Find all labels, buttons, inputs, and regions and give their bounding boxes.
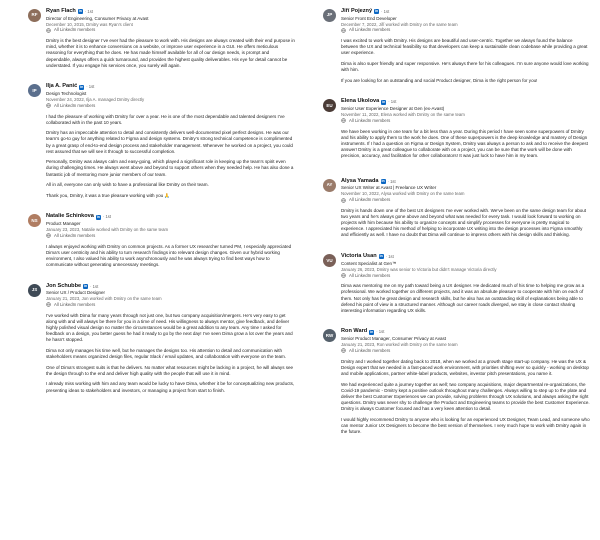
name-row	[46, 8, 295, 16]
spacer	[323, 164, 590, 178]
relationship-meta: December 10, 2015, Dmitry was Ryan’s client	[46, 21, 133, 27]
recommender-name[interactable]: Jon Schubbe	[46, 282, 82, 289]
avatar[interactable]: RF	[28, 9, 41, 22]
globe-icon	[341, 348, 346, 353]
recommendation-text: Dima was mentoring me on my path toward being a UX designer. He dedicated much of his time to helping me grow as a professional. We worked together on different projects, and it was an absolute pleasure to cooperate with him on each of them. Not only has he great design and research skills, but he also has an outstanding skill of explanations being able to defend his point of view in a structured manner. Although our career roads diverged, we stay in close contact sharing interesting information regarding UX skills.	[341, 283, 585, 313]
recommendation-text: Dmitry has an impeccable attention to detail and consistently delivers well-documented pixel perfect designs. He was our team’s go-to guy for anything related to Figma and design systems. Dmitry’s strong technical competence is complimented by a great grasp of end-to-end design process and stakeholder management. Whenever he worked on a project, you could rest assured that we will see it through to successful completion.	[46, 130, 293, 154]
avatar[interactable]: EU	[323, 99, 336, 112]
recommendation-text: Thank you, Dmitry, it was a true pleasure working with you 🙏	[46, 192, 171, 198]
recommendation-elena-ukolova	[323, 98, 590, 163]
relationship-meta: January 23, 2023, Natalie worked with Dmitry on the same team	[46, 227, 169, 233]
recommender-name[interactable]: Jiří Pojezný	[341, 8, 373, 14]
name-row	[341, 8, 590, 16]
linkedin-badge-icon	[379, 254, 384, 259]
spacer	[323, 243, 590, 253]
recommender-role: Content Specialist at Gen™	[341, 260, 397, 266]
recommendation-jon-schubbe	[28, 283, 295, 399]
avatar[interactable]: JP	[323, 9, 336, 22]
globe-icon	[341, 118, 346, 123]
recommendation-text: Personally, Dmitry was always calm and easy-going, which played a significant role in keeping up the team’s spirit even during challenging times. He always went above and beyond to support others when they needed help. He has also done a fantastic job of mentoring more junior members of our team.	[46, 159, 294, 177]
relationship-meta: January 21, 2023, Jon worked with Dmitry on the same team	[46, 296, 162, 302]
recommendation-text: Dima is also super friendly and super responsive. He’s always there for his colleagues. I’m sure anyone would love working with him.	[341, 61, 589, 73]
recommendation-ilja-a-panic	[28, 83, 295, 203]
recommender-role: Senior Front End Developer	[341, 15, 397, 21]
recommendation-natalie-schinkova	[28, 213, 295, 272]
linkedin-icon: in	[84, 283, 88, 288]
recommendation-text: Dmitry is hands down one of the best UX designers I’ve ever worked with. We’ve been on the same design team for about two years and he’s always gone above and beyond what was needed for every task. I would look forward to working on projects with him because his ability to organize concepts and simplify processes for everyone is pretty magical to experience. I appreciated his method of helping to incorporate UX writing into the design processes into Figma smoothly and efficiently as well. I have no doubt that Dima will continue to impress others with his design skills and thinking.	[341, 207, 587, 238]
recommendation-alysa-yamada	[323, 178, 590, 243]
linkedin-badge-icon	[78, 9, 83, 14]
recommender-name[interactable]: Victoria Usan	[341, 253, 377, 260]
recommender-name[interactable]: Elena Ukolova	[341, 98, 380, 105]
connection-degree: · 1st	[86, 84, 95, 90]
avatar[interactable]: IP	[28, 84, 41, 97]
linkedin-icon: in	[78, 9, 82, 14]
relationship-meta: January 21, 2023, Ron worked with Dmitry on the same team	[341, 342, 458, 348]
spacer	[323, 318, 590, 328]
recommendation-text: I’ve worked with Dima for many years through not just one, but two company acquisition/mergers. He’s very easy to get along with and will always be there for you in a time of need. His willingness to always mentor, give feedback, and deliver highly polished visual design no matter the circumstances would be a great addition to any team. Any time I asked for feedback on a design, you better guess he had it ready to go by the next day! I’ve seen Dima grow a lot over the years and he hasn’t stopped.	[46, 312, 293, 343]
avatar[interactable]: JS	[28, 284, 41, 297]
connection-degree: · 1st	[385, 254, 394, 260]
linkedin-icon: in	[382, 99, 386, 104]
avatar[interactable]: RW	[323, 329, 336, 342]
recommendation-text: We had experienced quite a journey together as well; two company acquisitions, major departmental re-organizations, the Covid-19 pandemic - Dmitry kept a positive outlook throughout many challenges. Always willing to step up to the plate and deliver the best Customer Experiences we can provide, solving problems through UX solutions, and always asking the right questions. Dmitry was never shy to challenge the Product and Engineering teams to provide the best Customer Experience. Dmitry is always Customer focused and has a very keen attention to detail.	[341, 381, 590, 412]
visibility-label: All LinkedIn members	[349, 117, 391, 123]
recommender-role: Senior Product Manager, Consumer Privacy at Avast	[341, 335, 446, 341]
name-row	[46, 213, 295, 221]
visibility-label: All LinkedIn members	[349, 347, 391, 353]
linkedin-icon: in	[375, 9, 379, 14]
linkedin-badge-icon	[79, 85, 84, 90]
name-row	[341, 253, 590, 261]
recommender-role: Director of Engineering, Consumer Privacy at Avast	[46, 15, 149, 21]
visibility-row	[46, 103, 295, 109]
right-column	[323, 8, 590, 540]
recommender-name[interactable]: Natalie Schinkova	[46, 213, 94, 220]
visibility-label: All LinkedIn members	[54, 302, 96, 308]
spacer	[28, 73, 295, 83]
connection-degree: · 1st	[388, 99, 397, 105]
globe-icon	[46, 103, 51, 108]
linkedin-badge-icon	[381, 179, 386, 184]
visibility-row	[46, 302, 295, 308]
name-row	[46, 283, 295, 291]
recommendation-ron-ward	[323, 328, 590, 439]
name-row	[341, 328, 590, 336]
recommendation-victoria-usan	[323, 253, 590, 318]
visibility-label: All LinkedIn members	[349, 272, 391, 278]
connection-degree: · 1st	[102, 214, 112, 220]
recommendation-text: We have been working in one team for a bit less than a year. During this period I have seen some superpowers of Dmitry and his ability to apply them to the work he does. One of these superpowers is the deep knowledge and mastery of Design instruments. If I had a question on Figma or Design System, Dmitry was always a person to ask and to receive the deepest answer! Dmitry is a great colleague to collaborate with on a project, you can be sure that the work will be done with precision, accuracy, and facilitation for other collaborators! It was just luck to have him in my team.	[341, 128, 588, 159]
recommendation-text: I was excited to work with Dmitry. His designs are beautiful and user-centric. Together we always found the balance between the UX and technical feasibility so that developers can keep a sustainable clean codebase while providing a great user experience.	[341, 38, 588, 56]
globe-icon	[341, 28, 346, 33]
avatar[interactable]: VU	[323, 254, 336, 267]
linkedin-badge-icon	[83, 284, 88, 289]
avatar[interactable]: AY	[323, 179, 336, 192]
name-row	[46, 83, 295, 91]
recommendation-text: Dima not only manages his time well, but he manages the designs too. His attention to detail and communication with stakeholders means organized design files, regular Slack / email updates, and collaboration with everyone on the team.	[46, 347, 287, 360]
linkedin-icon: in	[96, 214, 100, 219]
avatar[interactable]: NS	[28, 214, 41, 227]
visibility-row	[341, 348, 590, 354]
globe-icon	[341, 198, 346, 203]
recommender-name[interactable]: Ilja A. Panić	[46, 83, 78, 90]
recommendation-text: Dmitry is the best designer I’ve ever had the pleasure to work with. His designs are always created with their end purpose in mind, whether it is to enhance conversions on a website, or improve user experience in a GUI. He offers meticulous reasoning for everything that he does. He has made himself available for all of our design needs, is prompt and dependable, always offers a quick turnaround, and provides the highest quality deliverables. His eye for detail cannot be understated. If you engage his services once, you surely will again.	[46, 38, 295, 68]
recommender-role: Design Technologist	[46, 90, 87, 96]
recommendation-text: Dmitry and I worked together dating back to 2018, when we worked at a growth stage start-up company. He was the UX & Design expert that we needed in a fast-paced work environment, with priorities shifting ever so quickly - working on desktop and mobile applications, partner white-label products, websites, investor pitch presentations, you name it.	[341, 358, 589, 376]
recommender-role: Product Manager	[46, 220, 81, 226]
visibility-label: All LinkedIn members	[54, 102, 96, 108]
visibility-row	[341, 197, 590, 203]
spacer	[323, 88, 590, 98]
visibility-label: All LinkedIn members	[54, 27, 96, 33]
visibility-row	[46, 233, 295, 239]
recommendation-ryan-flach	[28, 8, 295, 73]
connection-degree: · 1st	[84, 8, 93, 14]
name-row	[341, 98, 590, 106]
visibility-label: All LinkedIn members	[349, 27, 391, 33]
connection-degree: · 1st	[376, 329, 385, 335]
visibility-row	[341, 273, 590, 279]
linkedin-badge-icon	[381, 100, 386, 105]
recommender-role: Senior UX Writer at Avast | Freelance UX Writer	[341, 185, 437, 191]
globe-icon	[46, 233, 51, 238]
relationship-meta: November 24, 2022, Ilja A. managed Dmitry directly	[46, 96, 145, 102]
linkedin-badge-icon	[369, 330, 374, 335]
spacer	[28, 273, 295, 283]
globe-icon	[341, 273, 346, 278]
recommender-role: Senior User Experience Designer at Gen (ex-Avast)	[341, 106, 445, 111]
name-row	[341, 178, 590, 186]
visibility-label: All LinkedIn members	[54, 232, 96, 238]
recommendation-text: I always enjoyed working with Dmitry on common projects. As a former UX researcher turned PM, I especially appreciated Dima’s user centricity and his ability to turn research findings into relevant design changes. Given our hybrid working environment, I also valued his ability to work asynchronously and he was always trying to find best ways how to communicate without generating unnecessary meetings.	[46, 243, 292, 267]
recommender-name[interactable]: Ryan Flach	[46, 8, 76, 14]
linkedin-icon: in	[381, 179, 385, 184]
recommendation-text: I already miss working with him and any team would be lucky to have Dima, whether it be for conceptualizing new products, presenting ideas to stakeholders and investors, or managing a project from start to finish.	[46, 381, 295, 393]
relationship-meta: January 26, 2023, Dmitry was senior to Victoria but didn’t manage Victoria directly	[341, 266, 497, 272]
recommendation-text: I had the pleasure of working with Dmitry for over a year. He is one of the most dependable and talented designers I’ve collaborated with in the past 10 years.	[46, 113, 285, 125]
linkedin-icon: in	[370, 329, 374, 334]
connection-degree: · 1st	[90, 283, 99, 289]
globe-icon	[46, 28, 51, 33]
visibility-row	[341, 118, 590, 124]
relationship-meta: December 7, 2022, Jiří worked with Dmitry on the same team	[341, 21, 458, 27]
left-column	[28, 8, 295, 540]
relationship-meta: November 10, 2022, Alysa worked with Dmitry on the same team	[341, 191, 465, 197]
recommender-name[interactable]: Alysa Yamada	[341, 177, 379, 184]
linkedin-icon: in	[80, 84, 84, 89]
visibility-row	[46, 27, 295, 33]
recommendation-text: If you are looking for an outstanding and social Product designer, Dima is the right person for you!	[341, 77, 538, 83]
recommendation-text: I would highly recommend Dmitry to anyone who is looking for an experienced UX Designer, Team Lead, and someone who can mentor Junior UX Designers to become the best version of themselves. I very much hope to work with Dmitry again in the future.	[341, 416, 590, 434]
recommendation-jiri-pojezny	[323, 8, 590, 88]
connection-degree: · 1st	[381, 8, 390, 14]
relationship-meta: November 11, 2022, Elena worked with Dmitry on the same team	[341, 112, 465, 118]
spacer	[28, 203, 295, 213]
visibility-label: All LinkedIn members	[349, 197, 391, 203]
recommendation-text: All in all, everyone can only wish to have a professional like Dmitry on their team.	[46, 182, 209, 188]
recommender-name[interactable]: Ron Ward	[341, 328, 368, 335]
visibility-row	[341, 27, 590, 33]
recommendation-text: One of Dima’s strongest suits is that he delivers. No matter what resources might be lacking in a project, he will always see the design through to the end and deliver high quality with the people that will use it in mind.	[46, 364, 294, 376]
globe-icon	[46, 302, 51, 307]
recommender-role: Senior UX / Product Designer	[46, 290, 106, 296]
linkedin-badge-icon	[96, 215, 101, 220]
linkedin-icon: in	[379, 254, 383, 259]
linkedin-badge-icon	[374, 9, 379, 14]
connection-degree: · 1st	[387, 178, 396, 184]
